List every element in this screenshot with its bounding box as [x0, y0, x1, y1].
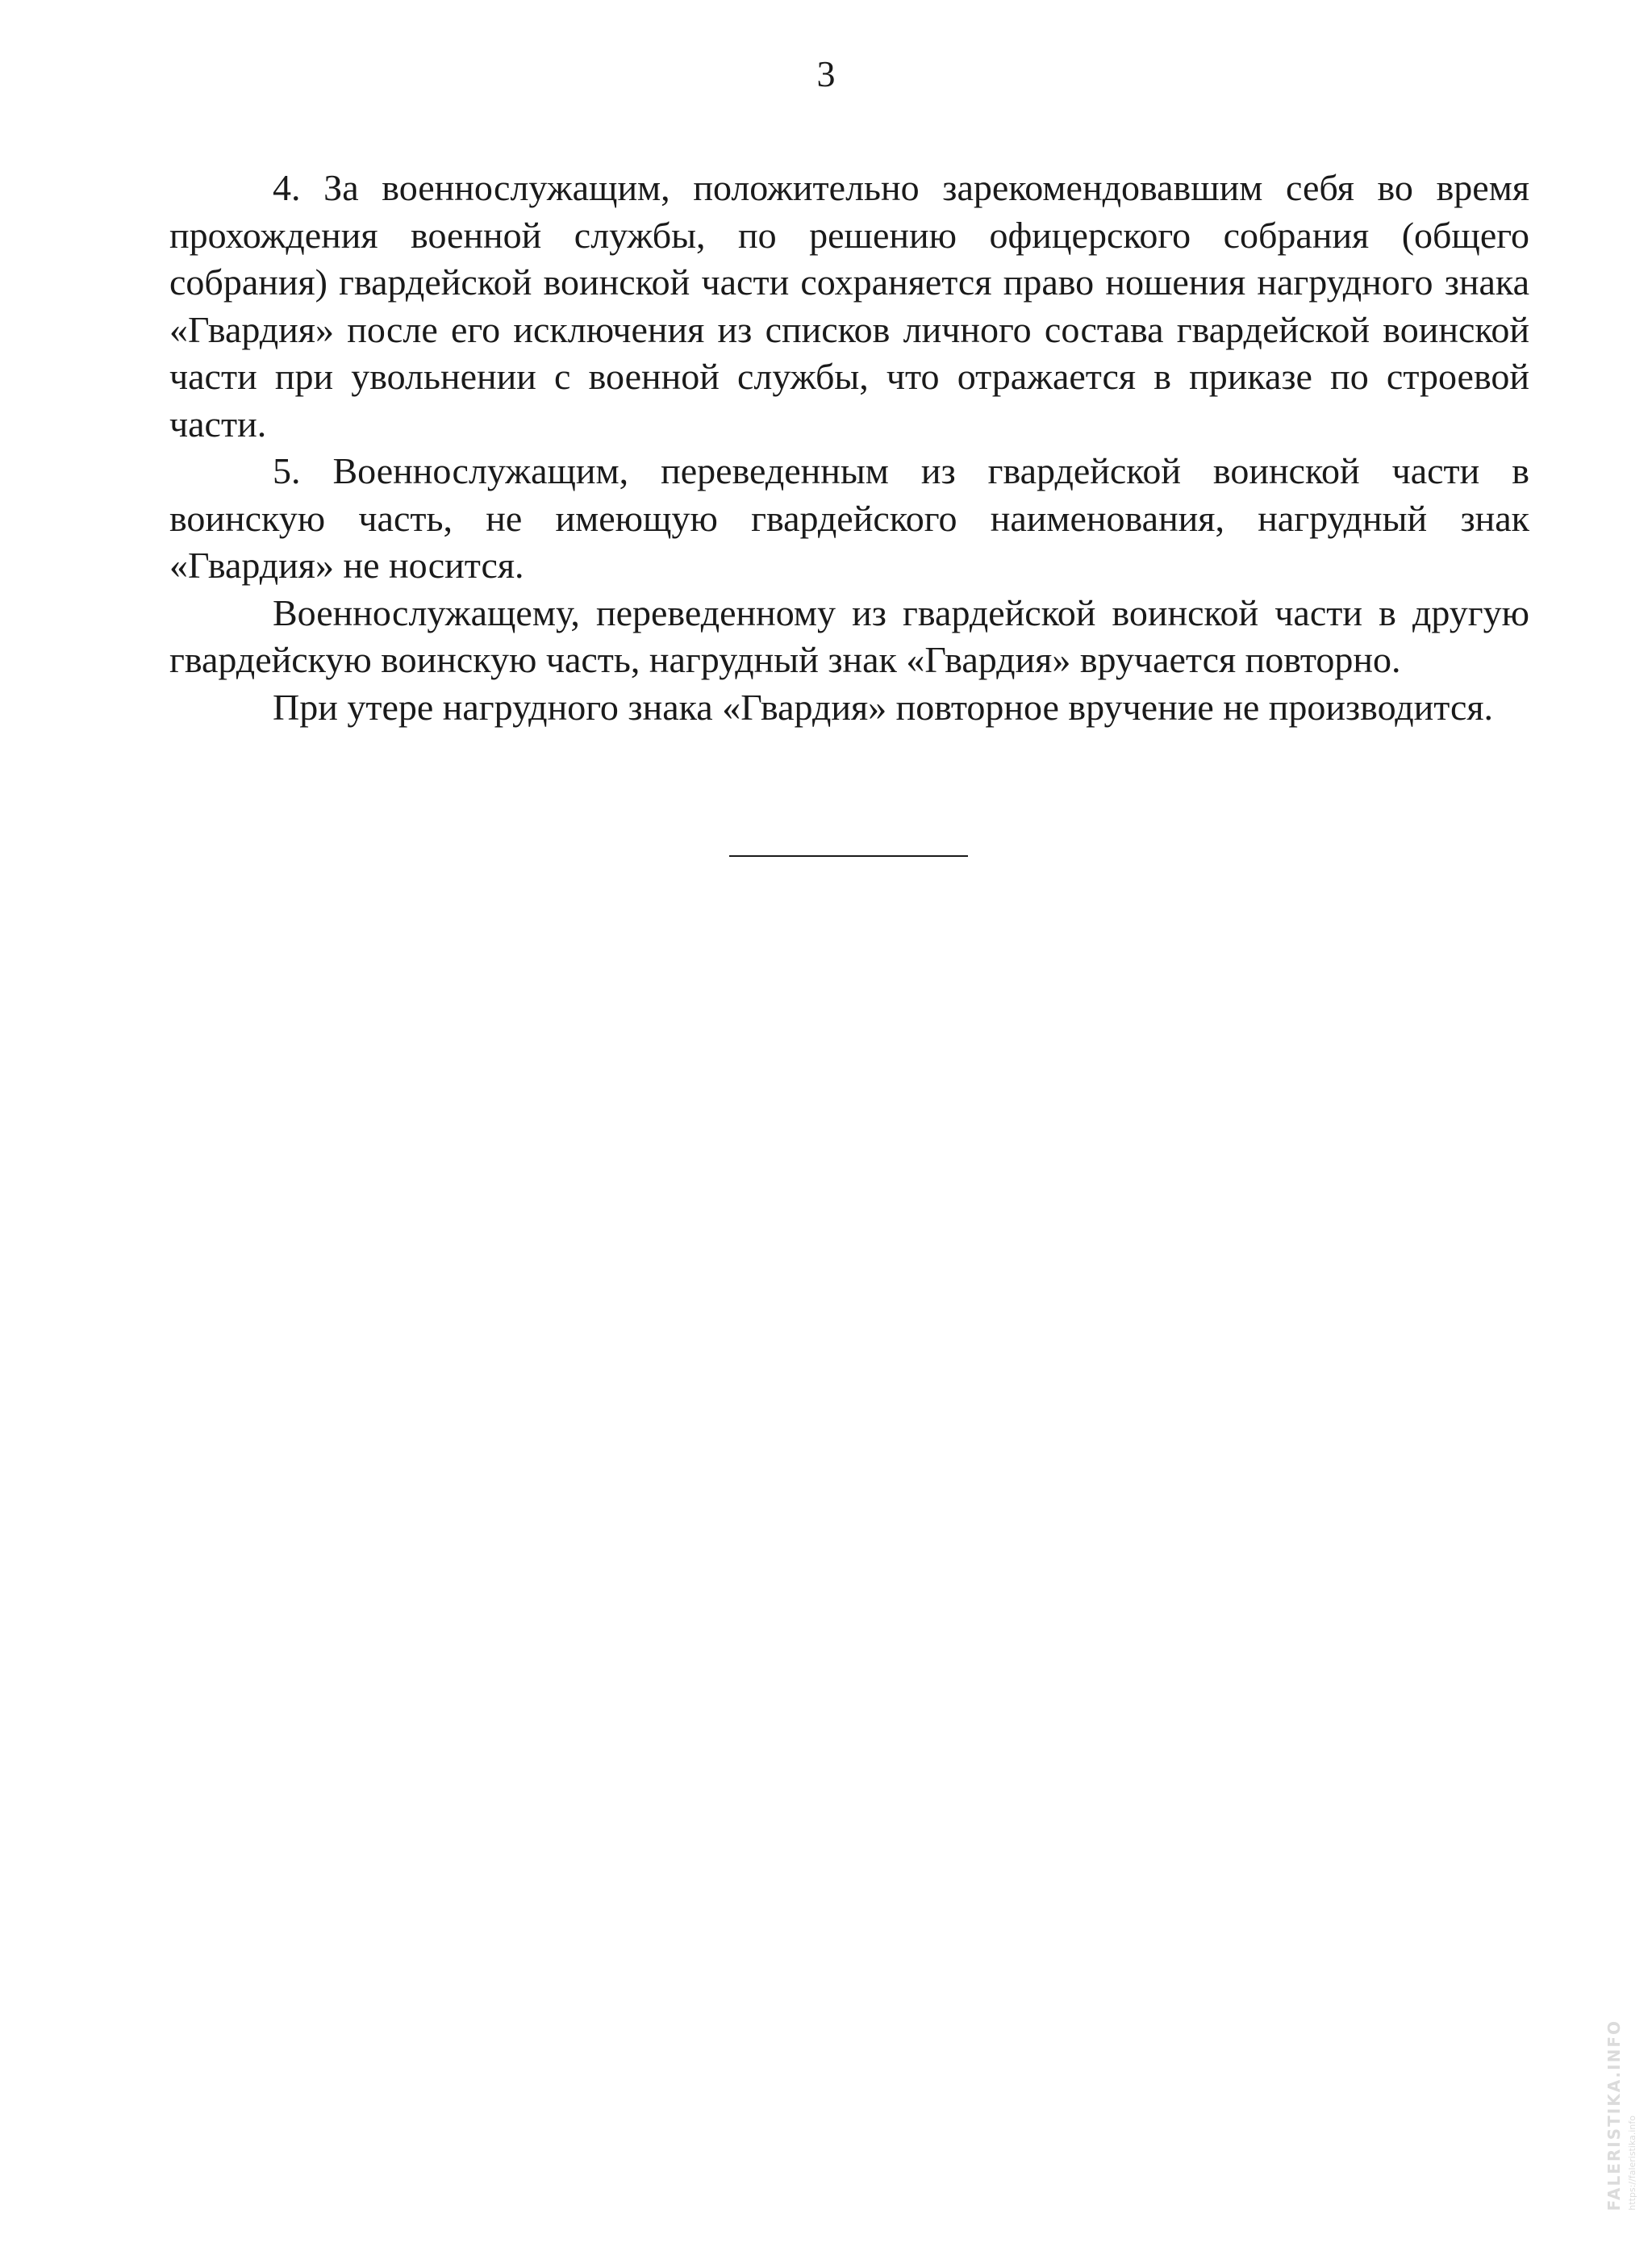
paragraph-loss: При утере нагрудного знака «Гвардия» повторное вручение не производится. [273, 686, 1494, 728]
document-body [169, 165, 1529, 731]
paragraph-item-5: 5. Военнослужащим, переведенным из гвардейской воинской части в воинскую часть, не имеющую гвардейского наименования, нагрудный знак «Гвардия» не носится. [169, 450, 1529, 586]
page-number: 3 [816, 53, 836, 94]
end-of-document-rule [729, 855, 968, 857]
paragraph-transfer-guards: Военнослужащему, переведенному из гвардейской воинской части в другую гвардейскую воинскую часть, нагрудный знак «Гвардия» вручается повторно. [169, 591, 1529, 680]
paragraph-item-4: 4. За военнослужащим, положительно зарекомендовавшим себя во время прохождения военной службы, по решению офицерского собрания (общего собрания) гвардейской воинской части сохраняется право ношения нагрудного знака «Гвардия» после его исключения из списков личного состава гвардейской воинской части при увольнении с военной службы, что отражается в приказе по строевой части. [169, 167, 1529, 445]
watermark-main: FALERISTIKA.INFO [1604, 2019, 1624, 2211]
watermark-url: https://faleristika.info [1627, 2116, 1637, 2211]
watermark [1602, 2001, 1637, 2211]
